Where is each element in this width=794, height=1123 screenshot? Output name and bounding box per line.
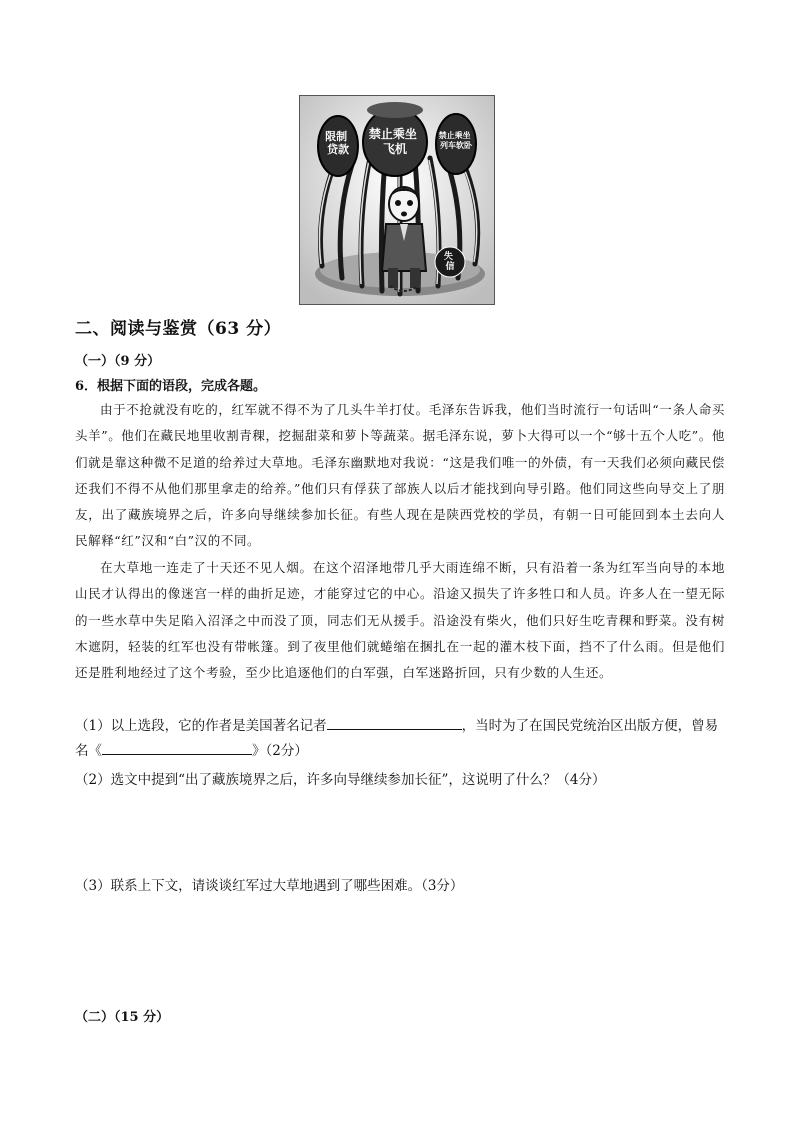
cartoon-label-flight-line2: 飞机 [382, 142, 408, 156]
cartoon-label-train-line2: 列车软卧 [440, 141, 472, 150]
sub-question-1 [75, 714, 725, 764]
cartoon-label-dishonest-line1: 失 [443, 252, 453, 262]
sub-question-1-text-b: ，当时为了在国民党统治区出版方便，曾易名《 [75, 718, 719, 759]
passage-paragraph-1: 由于不抢就没有吃的，红军就不得不为了几头牛羊打仗。毛泽东告诉我，他们当时流行一句话叫“一条人命买头羊”。他们在藏民地里收割青稞，挖掘甜菜和萝卜等蔬菜。据毛泽东说，萝卜大得可以一个“够十五个人吃”。他们就是靠这种微不足道的给养过大草地。毛泽东幽默地对我说：“这是我们唯一的外债，有一天我们必须向藏民偿还我们不得不从他们那里拿走的给养。”他们只有俘获了部族人以后才能找到向导引路。他们同这些向导交上了朋友，出了藏族境界之后，许多向导继续参加长征。有些人现在是陕西党校的学员，有朝一日可能回到本土去向人民解释“红”汉和“白”汉的不同。 [75, 402, 725, 549]
part1-label: （一）（9 分） [75, 354, 161, 369]
cartoon-illustration [299, 95, 495, 305]
cage-cartoon-graphic [300, 96, 494, 304]
cartoon-label-loan [325, 129, 351, 156]
author-answer-blank[interactable] [327, 715, 462, 730]
question-6-title: 6．根据下面的语段，完成各题。 [75, 379, 267, 394]
book-title-answer-blank[interactable] [102, 740, 252, 755]
cartoon-label-loan-line2: 贷款 [327, 143, 349, 156]
part2-label: （二）（15 分） [75, 1010, 170, 1025]
sub-question-3-answer-area[interactable] [75, 900, 725, 1000]
sub-question-3: （3）联系上下文，请谈谈红军过大草地遇到了哪些困难。（3分） [75, 878, 464, 894]
passage-paragraph-2: 在大草地一连走了十天还不见人烟。在这个沼泽地带几乎大雨连绵不断，只有沿着一条为红军当向导的本地山民才认得出的像迷宫一样的曲折足迹，才能穿过它的中心。沿途又损失了许多牲口和人员。许多人在一望无际的一些水草中失足陷入沼泽之中而没了顶，同志们无从援手。沿途没有柴火，他们只好生吃青稞和野菜。没有树木遮阴，轻装的红军也没有带帐篷。到了夜里他们就蜷缩在捆扎在一起的灌木枝下面，挡不了什么雨。但是他们还是胜利地经过了这个考验，至少比追逐他们的白军强，白军迷路折回，只有少数的人生还。 [75, 560, 725, 681]
sub-question-1-text-a: （1）以上选段，它的作者是美国著名记者 [75, 718, 327, 734]
cartoon-label-dishonest-line2: 信 [445, 262, 455, 272]
cartoon-label-dishonest [444, 250, 456, 272]
cartoon-label-loan-line1: 限制 [325, 130, 348, 143]
section-title: 二、阅读与鉴赏（63 分） [75, 319, 282, 339]
sub-question-2-answer-area[interactable] [75, 795, 725, 870]
cartoon-label-train-line1: 禁止乘坐 [438, 131, 471, 140]
sub-question-2: （2）选文中提到“出了藏族境界之后，许多向导继续参加长征”，这说明了什么？（4分） [75, 772, 606, 788]
cartoon-label-flight-line1: 禁止乘坐 [368, 127, 417, 141]
sub-question-1-text-c: 》（2分） [252, 743, 308, 759]
